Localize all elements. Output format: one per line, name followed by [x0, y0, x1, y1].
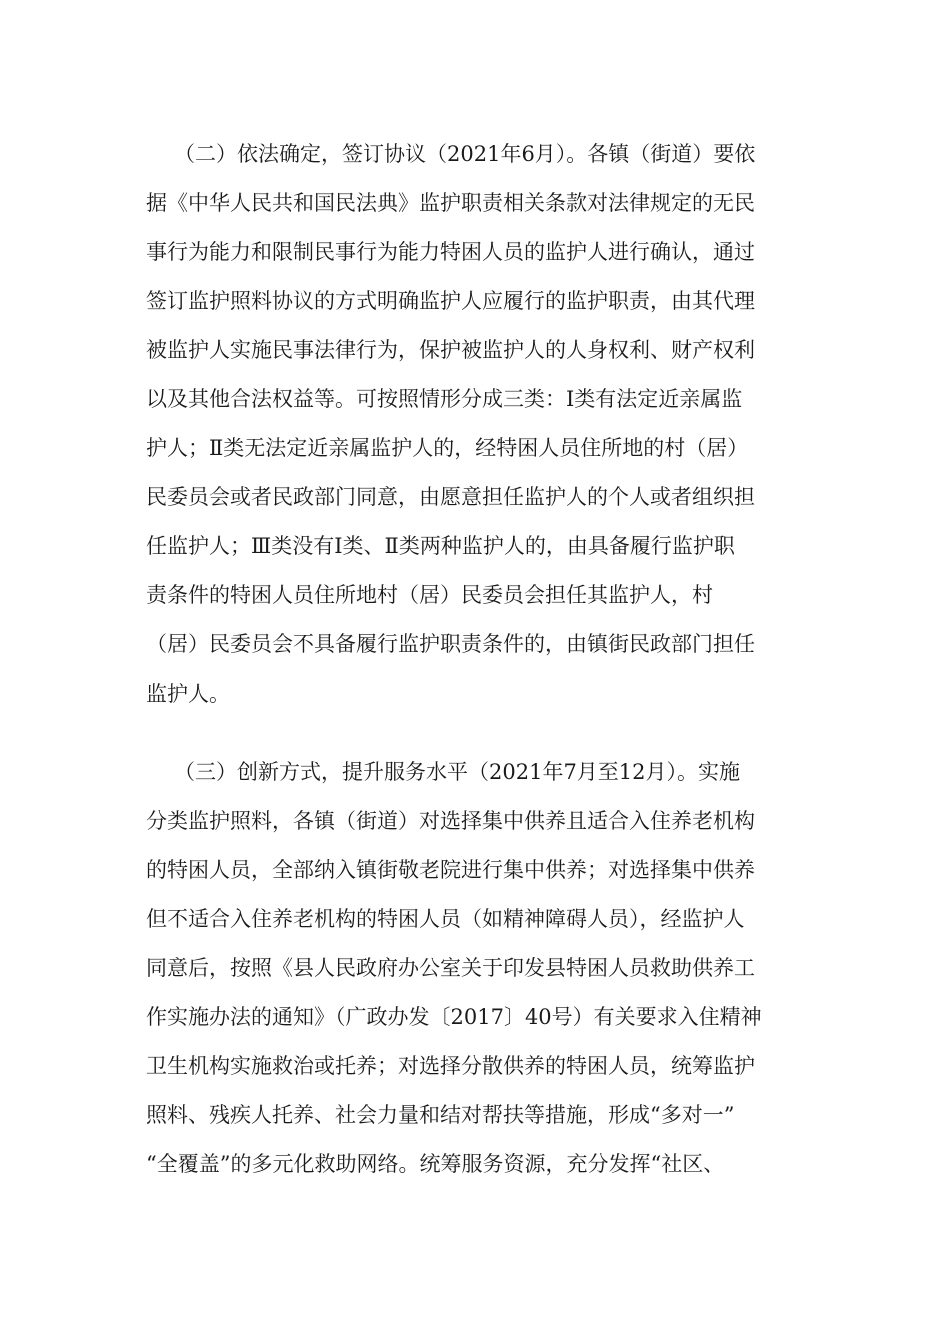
text-line: 事行为能力和限制民事行为能力特困人员的监护人进行确认，通过 — [146, 240, 755, 264]
text-line: （三）创新方式，提升服务水平（2021年7月至12月）。实施 — [174, 760, 741, 784]
text-line: 作实施办法的通知》（广政办发〔2017〕40号）有关要求入住精神 — [146, 1005, 762, 1029]
text-line: 护人；Ⅱ类无法定近亲属监护人的，经特困人员住所地的村（居） — [146, 436, 749, 460]
text-line: 以及其他合法权益等。可按照情形分成三类：Ⅰ类有法定近亲属监 — [146, 387, 743, 411]
text-line: 民委员会或者民政部门同意，由愿意担任监护人的个人或者组织担 — [146, 485, 755, 509]
text-line: 监护人。 — [146, 682, 230, 706]
text-line: （二）依法确定，签订协议（2021年6月）。各镇（街道）要依 — [174, 142, 756, 166]
text-line: 但不适合入住养老机构的特困人员（如精神障碍人员），经监护人 — [146, 907, 745, 931]
text-line: 照料、残疾人托养、社会力量和结对帮扶等措施，形成“多对一” — [146, 1103, 735, 1127]
text-line: 据《中华人民共和国民法典》监护职责相关条款对法律规定的无民 — [146, 191, 755, 215]
text-line: 的特困人员，全部纳入镇街敬老院进行集中供养；对选择集中供养 — [146, 858, 755, 882]
text-line: （居）民委员会不具备履行监护职责条件的，由镇街民政部门担任 — [146, 632, 755, 656]
text-line: 被监护人实施民事法律行为，保护被监护人的人身权利、财产权利 — [146, 338, 755, 362]
text-line: 签订监护照料协议的方式明确监护人应履行的监护职责，由其代理 — [146, 289, 755, 313]
text-line: 同意后，按照《县人民政府办公室关于印发县特困人员救助供养工 — [146, 956, 755, 980]
text-line: “全覆盖”的多元化救助网络。统筹服务资源，充分发挥“社区、 — [146, 1152, 725, 1176]
text-line: 任监护人；Ⅲ类没有Ⅰ类、Ⅱ类两种监护人的，由具备履行监护职 — [146, 534, 735, 558]
text-line: 卫生机构实施救治或托养；对选择分散供养的特困人员，统筹监护 — [146, 1054, 755, 1078]
text-line: 责条件的特困人员住所地村（居）民委员会担任其监护人，村 — [146, 583, 713, 607]
text-line: 分类监护照料，各镇（街道）对选择集中供养且适合入住养老机构 — [146, 809, 755, 833]
